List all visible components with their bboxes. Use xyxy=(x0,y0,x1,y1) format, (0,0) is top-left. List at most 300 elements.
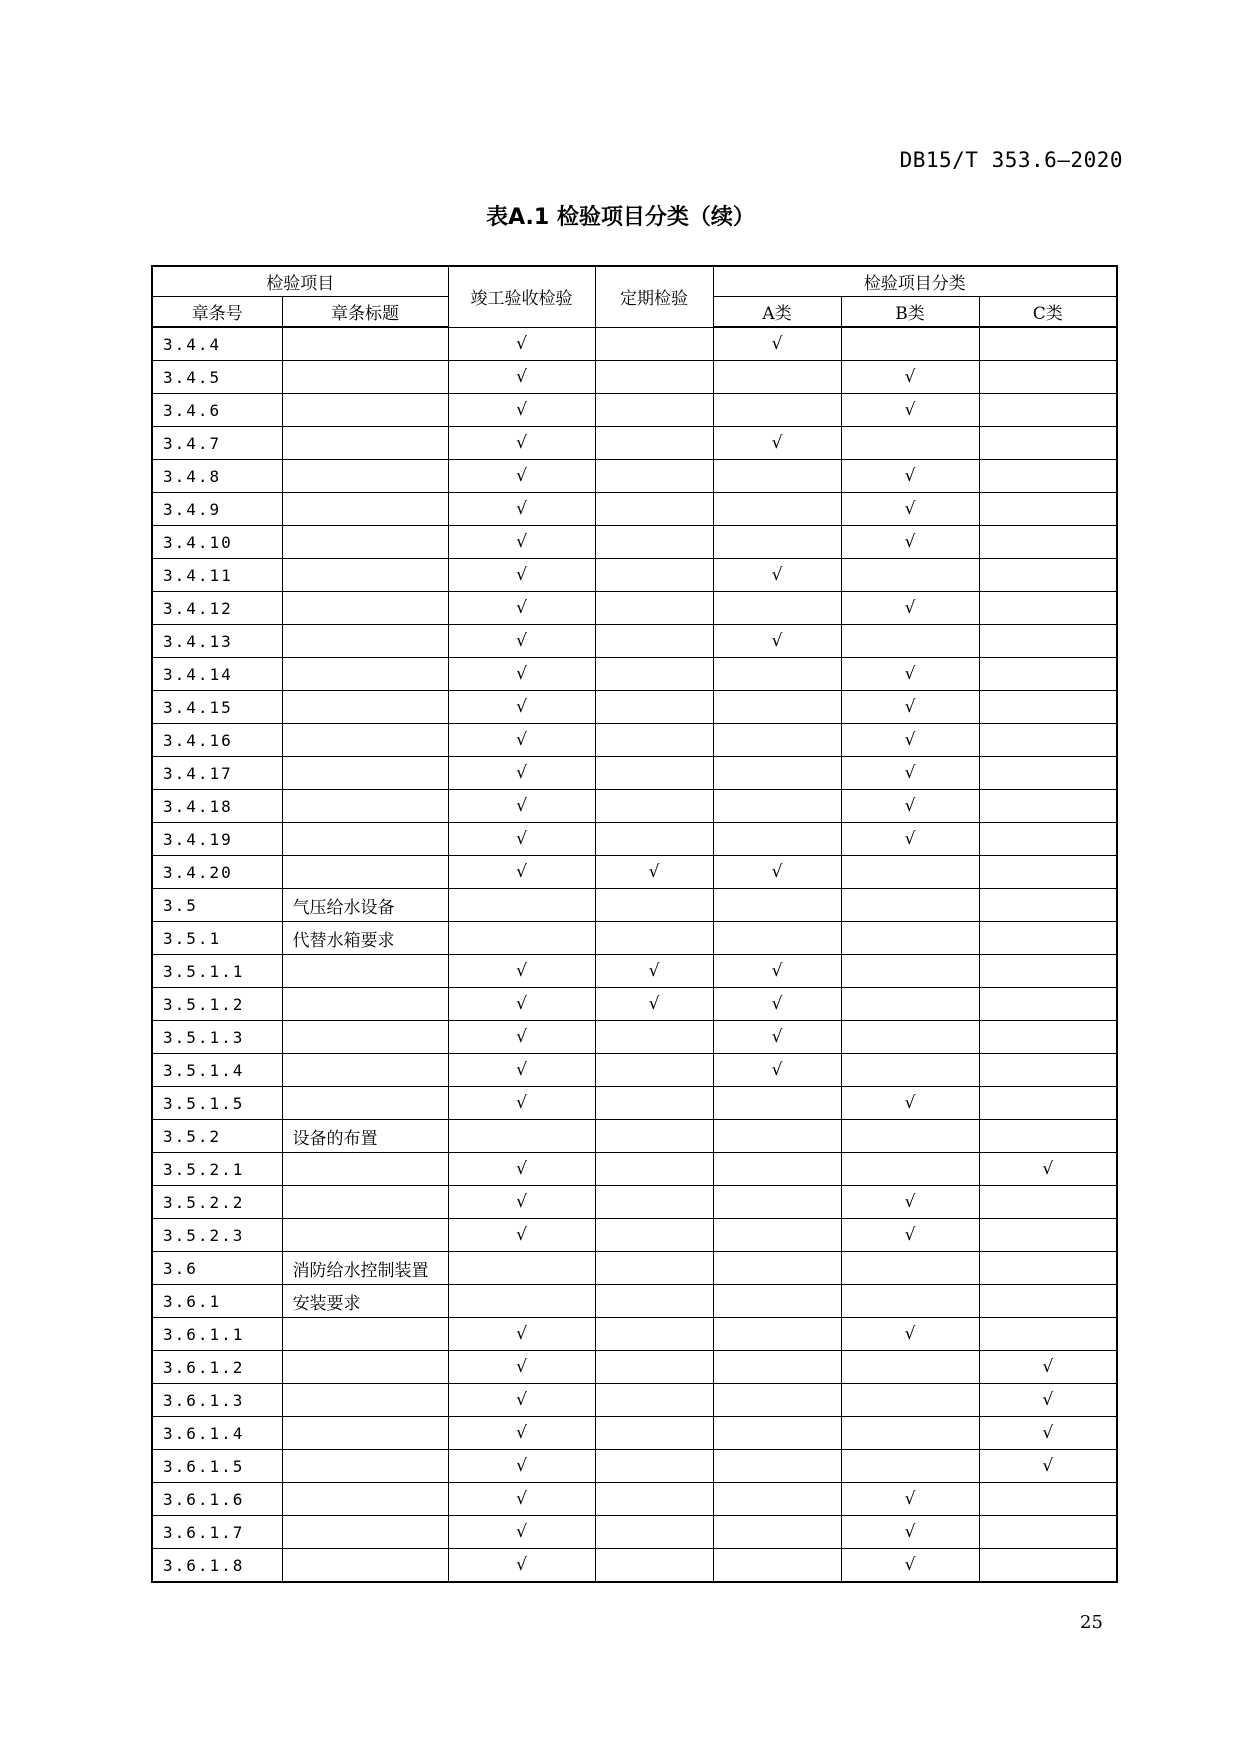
class-c-cell-check-mark: √ xyxy=(979,1351,1117,1384)
class-c-cell xyxy=(979,1516,1117,1549)
table-row xyxy=(152,1252,1117,1285)
clause-title xyxy=(282,460,448,493)
completion-cell-check-mark: √ xyxy=(448,658,595,691)
clause-title xyxy=(282,1549,448,1583)
class-c-cell xyxy=(979,1186,1117,1219)
class-b-cell-check-mark: √ xyxy=(841,1219,979,1252)
class-c-cell xyxy=(979,1285,1117,1318)
table-row xyxy=(152,1087,1117,1120)
periodic-cell xyxy=(595,790,713,823)
periodic-cell xyxy=(595,394,713,427)
class-c-cell xyxy=(979,625,1117,658)
clause-title xyxy=(282,823,448,856)
periodic-cell xyxy=(595,1219,713,1252)
completion-cell-check-mark: √ xyxy=(448,1186,595,1219)
class-c-cell xyxy=(979,955,1117,988)
class-b-cell-check-mark: √ xyxy=(841,394,979,427)
clause-number: 3.6.1.6 xyxy=(152,1483,282,1516)
completion-cell-check-mark: √ xyxy=(448,1483,595,1516)
class-a-cell xyxy=(713,394,841,427)
class-c-cell xyxy=(979,1219,1117,1252)
clause-number: 3.4.12 xyxy=(152,592,282,625)
clause-number: 3.5 xyxy=(152,889,282,922)
clause-title xyxy=(282,1351,448,1384)
class-b-cell-check-mark: √ xyxy=(841,1087,979,1120)
periodic-cell xyxy=(595,889,713,922)
class-b-cell xyxy=(841,427,979,460)
table-row xyxy=(152,757,1117,790)
class-b-cell-check-mark: √ xyxy=(841,1516,979,1549)
periodic-cell-check-mark: √ xyxy=(595,856,713,889)
class-a-cell xyxy=(713,1087,841,1120)
completion-cell-check-mark: √ xyxy=(448,1054,595,1087)
class-c-cell xyxy=(979,1120,1117,1153)
completion-cell-check-mark: √ xyxy=(448,1153,595,1186)
completion-cell xyxy=(448,922,595,955)
table-row xyxy=(152,592,1117,625)
completion-cell-check-mark: √ xyxy=(448,460,595,493)
table-row xyxy=(152,691,1117,724)
completion-cell-check-mark: √ xyxy=(448,1549,595,1583)
class-a-cell xyxy=(713,790,841,823)
periodic-cell xyxy=(595,1153,713,1186)
class-c-cell xyxy=(979,724,1117,757)
table-row xyxy=(152,493,1117,526)
clause-title: 安装要求 xyxy=(282,1285,448,1318)
class-b-cell xyxy=(841,856,979,889)
class-b-cell xyxy=(841,988,979,1021)
periodic-cell xyxy=(595,361,713,394)
class-b-cell-check-mark: √ xyxy=(841,592,979,625)
class-a-cell-check-mark: √ xyxy=(713,327,841,361)
completion-cell-check-mark: √ xyxy=(448,1351,595,1384)
class-a-cell xyxy=(713,1483,841,1516)
clause-number: 3.4.10 xyxy=(152,526,282,559)
clause-number: 3.4.4 xyxy=(152,327,282,361)
clause-number: 3.5.2.3 xyxy=(152,1219,282,1252)
clause-title xyxy=(282,1054,448,1087)
completion-cell-check-mark: √ xyxy=(448,823,595,856)
clause-number: 3.4.9 xyxy=(152,493,282,526)
class-c-cell xyxy=(979,691,1117,724)
completion-cell-check-mark: √ xyxy=(448,1219,595,1252)
completion-cell xyxy=(448,1285,595,1318)
completion-cell-check-mark: √ xyxy=(448,1417,595,1450)
table-row xyxy=(152,988,1117,1021)
clause-number: 3.5.1 xyxy=(152,922,282,955)
class-c-cell-check-mark: √ xyxy=(979,1384,1117,1417)
completion-cell-check-mark: √ xyxy=(448,691,595,724)
clause-number: 3.5.2.1 xyxy=(152,1153,282,1186)
completion-cell-check-mark: √ xyxy=(448,988,595,1021)
completion-cell-check-mark: √ xyxy=(448,1021,595,1054)
class-b-cell-check-mark: √ xyxy=(841,1549,979,1583)
completion-cell-check-mark: √ xyxy=(448,1384,595,1417)
table-row xyxy=(152,427,1117,460)
clause-number: 3.4.19 xyxy=(152,823,282,856)
periodic-cell xyxy=(595,1417,713,1450)
clause-number: 3.5.1.1 xyxy=(152,955,282,988)
table-row xyxy=(152,1549,1117,1583)
clause-number: 3.4.14 xyxy=(152,658,282,691)
header-clause-no: 章条号 xyxy=(152,297,282,328)
clause-title xyxy=(282,361,448,394)
class-a-cell xyxy=(713,460,841,493)
clause-title xyxy=(282,790,448,823)
class-b-cell xyxy=(841,1285,979,1318)
clause-title xyxy=(282,327,448,361)
completion-cell-check-mark: √ xyxy=(448,757,595,790)
header-periodic: 定期检验 xyxy=(595,266,713,327)
completion-cell-check-mark: √ xyxy=(448,955,595,988)
class-c-cell xyxy=(979,790,1117,823)
class-c-cell xyxy=(979,1318,1117,1351)
periodic-cell xyxy=(595,493,713,526)
periodic-cell xyxy=(595,757,713,790)
class-a-cell xyxy=(713,1450,841,1483)
periodic-cell xyxy=(595,1252,713,1285)
clause-number: 3.5.1.4 xyxy=(152,1054,282,1087)
clause-title xyxy=(282,1516,448,1549)
periodic-cell xyxy=(595,658,713,691)
clause-title xyxy=(282,988,448,1021)
header-completion-acceptance: 竣工验收检验 xyxy=(448,266,595,327)
class-a-cell-check-mark: √ xyxy=(713,1021,841,1054)
completion-cell-check-mark: √ xyxy=(448,1450,595,1483)
periodic-cell xyxy=(595,1318,713,1351)
class-a-cell xyxy=(713,493,841,526)
periodic-cell xyxy=(595,1054,713,1087)
class-c-cell xyxy=(979,988,1117,1021)
table-row xyxy=(152,955,1117,988)
periodic-cell xyxy=(595,460,713,493)
periodic-cell xyxy=(595,559,713,592)
clause-title xyxy=(282,1318,448,1351)
class-c-cell xyxy=(979,1021,1117,1054)
clause-number: 3.6 xyxy=(152,1252,282,1285)
class-a-cell xyxy=(713,1417,841,1450)
table-row xyxy=(152,1153,1117,1186)
class-a-cell-check-mark: √ xyxy=(713,625,841,658)
periodic-cell xyxy=(595,1549,713,1583)
clause-number: 3.5.1.3 xyxy=(152,1021,282,1054)
completion-cell-check-mark: √ xyxy=(448,625,595,658)
class-b-cell-check-mark: √ xyxy=(841,724,979,757)
clause-number: 3.6.1.8 xyxy=(152,1549,282,1583)
class-c-cell xyxy=(979,559,1117,592)
document-number: DB15/T 353.6—2020 xyxy=(899,148,1123,172)
class-b-cell-check-mark: √ xyxy=(841,526,979,559)
periodic-cell xyxy=(595,1483,713,1516)
class-a-cell-check-mark: √ xyxy=(713,955,841,988)
table-row xyxy=(152,922,1117,955)
clause-title xyxy=(282,1483,448,1516)
class-a-cell xyxy=(713,361,841,394)
clause-title xyxy=(282,1153,448,1186)
clause-title: 消防给水控制装置 xyxy=(282,1252,448,1285)
class-a-cell-check-mark: √ xyxy=(713,1054,841,1087)
periodic-cell xyxy=(595,1450,713,1483)
periodic-cell xyxy=(595,922,713,955)
class-a-cell xyxy=(713,922,841,955)
periodic-cell xyxy=(595,526,713,559)
class-b-cell-check-mark: √ xyxy=(841,658,979,691)
table-row xyxy=(152,460,1117,493)
class-c-cell xyxy=(979,526,1117,559)
completion-cell-check-mark: √ xyxy=(448,526,595,559)
clause-number: 3.5.2 xyxy=(152,1120,282,1153)
class-a-cell xyxy=(713,526,841,559)
table-row xyxy=(152,327,1117,361)
class-b-cell xyxy=(841,1450,979,1483)
completion-cell-check-mark: √ xyxy=(448,394,595,427)
class-a-cell xyxy=(713,691,841,724)
clause-title: 代替水箱要求 xyxy=(282,922,448,955)
class-a-cell xyxy=(713,1219,841,1252)
completion-cell-check-mark: √ xyxy=(448,724,595,757)
class-b-cell-check-mark: √ xyxy=(841,1318,979,1351)
class-c-cell xyxy=(979,823,1117,856)
class-a-cell xyxy=(713,1318,841,1351)
class-b-cell xyxy=(841,1417,979,1450)
class-b-cell xyxy=(841,1153,979,1186)
table-row xyxy=(152,1450,1117,1483)
periodic-cell xyxy=(595,625,713,658)
table-row xyxy=(152,1417,1117,1450)
clause-number: 3.4.11 xyxy=(152,559,282,592)
class-a-cell xyxy=(713,757,841,790)
clause-title xyxy=(282,559,448,592)
periodic-cell xyxy=(595,1186,713,1219)
completion-cell-check-mark: √ xyxy=(448,493,595,526)
completion-cell-check-mark: √ xyxy=(448,1087,595,1120)
class-a-cell-check-mark: √ xyxy=(713,988,841,1021)
clause-title xyxy=(282,1087,448,1120)
periodic-cell xyxy=(595,1351,713,1384)
table-row xyxy=(152,1120,1117,1153)
periodic-cell xyxy=(595,1021,713,1054)
class-b-cell xyxy=(841,327,979,361)
clause-number: 3.6.1.1 xyxy=(152,1318,282,1351)
clause-title xyxy=(282,427,448,460)
table-row xyxy=(152,823,1117,856)
class-b-cell-check-mark: √ xyxy=(841,493,979,526)
class-c-cell xyxy=(979,592,1117,625)
class-b-cell xyxy=(841,1021,979,1054)
class-c-cell xyxy=(979,394,1117,427)
periodic-cell xyxy=(595,1285,713,1318)
table-row xyxy=(152,1318,1117,1351)
class-c-cell xyxy=(979,1549,1117,1583)
clause-number: 3.4.17 xyxy=(152,757,282,790)
clause-number: 3.5.1.5 xyxy=(152,1087,282,1120)
class-c-cell-check-mark: √ xyxy=(979,1153,1117,1186)
clause-title xyxy=(282,493,448,526)
clause-number: 3.4.20 xyxy=(152,856,282,889)
page-number: 25 xyxy=(1080,1612,1103,1633)
class-a-cell xyxy=(713,658,841,691)
clause-title xyxy=(282,526,448,559)
clause-number: 3.4.7 xyxy=(152,427,282,460)
class-c-cell xyxy=(979,856,1117,889)
class-a-cell xyxy=(713,1384,841,1417)
periodic-cell-check-mark: √ xyxy=(595,955,713,988)
class-a-cell-check-mark: √ xyxy=(713,427,841,460)
clause-title xyxy=(282,1219,448,1252)
clause-title xyxy=(282,592,448,625)
clause-title xyxy=(282,1384,448,1417)
header-class-b: B类 xyxy=(841,297,979,328)
clause-number: 3.6.1.7 xyxy=(152,1516,282,1549)
class-a-cell xyxy=(713,1351,841,1384)
class-b-cell xyxy=(841,955,979,988)
table-row xyxy=(152,790,1117,823)
completion-cell-check-mark: √ xyxy=(448,790,595,823)
class-b-cell-check-mark: √ xyxy=(841,361,979,394)
class-b-cell-check-mark: √ xyxy=(841,757,979,790)
class-c-cell xyxy=(979,361,1117,394)
class-c-cell xyxy=(979,460,1117,493)
clause-title: 气压给水设备 xyxy=(282,889,448,922)
table-row xyxy=(152,1351,1117,1384)
class-a-cell xyxy=(713,1285,841,1318)
periodic-cell xyxy=(595,823,713,856)
clause-title xyxy=(282,691,448,724)
completion-cell-check-mark: √ xyxy=(448,592,595,625)
clause-number: 3.6.1.2 xyxy=(152,1351,282,1384)
clause-number: 3.6.1.3 xyxy=(152,1384,282,1417)
class-a-cell xyxy=(713,1252,841,1285)
class-b-cell xyxy=(841,1384,979,1417)
class-b-cell-check-mark: √ xyxy=(841,691,979,724)
completion-cell xyxy=(448,889,595,922)
class-a-cell xyxy=(713,1153,841,1186)
table-body xyxy=(152,327,1117,1582)
class-a-cell-check-mark: √ xyxy=(713,559,841,592)
clause-number: 3.4.18 xyxy=(152,790,282,823)
class-b-cell xyxy=(841,1252,979,1285)
clause-number: 3.6.1.5 xyxy=(152,1450,282,1483)
class-b-cell xyxy=(841,625,979,658)
clause-number: 3.5.2.2 xyxy=(152,1186,282,1219)
table-row xyxy=(152,361,1117,394)
clause-number: 3.4.16 xyxy=(152,724,282,757)
table-row xyxy=(152,394,1117,427)
class-c-cell xyxy=(979,1054,1117,1087)
header-inspection-item: 检验项目 xyxy=(152,266,448,297)
completion-cell-check-mark: √ xyxy=(448,327,595,361)
header-class-c: C类 xyxy=(979,297,1117,328)
inspection-classification-table xyxy=(151,265,1118,1583)
class-a-cell xyxy=(713,1516,841,1549)
periodic-cell xyxy=(595,691,713,724)
periodic-cell xyxy=(595,724,713,757)
clause-number: 3.6.1.4 xyxy=(152,1417,282,1450)
class-c-cell xyxy=(979,658,1117,691)
clause-title xyxy=(282,724,448,757)
clause-number: 3.5.1.2 xyxy=(152,988,282,1021)
class-c-cell xyxy=(979,1483,1117,1516)
class-a-cell xyxy=(713,592,841,625)
clause-number: 3.4.5 xyxy=(152,361,282,394)
periodic-cell xyxy=(595,1120,713,1153)
periodic-cell-check-mark: √ xyxy=(595,988,713,1021)
header-category: 检验项目分类 xyxy=(713,266,1117,297)
table-row xyxy=(152,625,1117,658)
periodic-cell xyxy=(595,592,713,625)
table-row xyxy=(152,658,1117,691)
class-c-cell-check-mark: √ xyxy=(979,1450,1117,1483)
table-row xyxy=(152,1516,1117,1549)
class-b-cell xyxy=(841,1054,979,1087)
class-a-cell xyxy=(713,823,841,856)
clause-number: 3.4.13 xyxy=(152,625,282,658)
class-a-cell xyxy=(713,1120,841,1153)
completion-cell-check-mark: √ xyxy=(448,1516,595,1549)
completion-cell-check-mark: √ xyxy=(448,361,595,394)
table-row xyxy=(152,1384,1117,1417)
class-a-cell-check-mark: √ xyxy=(713,856,841,889)
class-a-cell xyxy=(713,1186,841,1219)
completion-cell-check-mark: √ xyxy=(448,856,595,889)
clause-title xyxy=(282,955,448,988)
class-a-cell xyxy=(713,724,841,757)
class-b-cell xyxy=(841,889,979,922)
table-row xyxy=(152,889,1117,922)
class-b-cell xyxy=(841,1120,979,1153)
completion-cell xyxy=(448,1120,595,1153)
clause-number: 3.4.15 xyxy=(152,691,282,724)
table-row xyxy=(152,724,1117,757)
clause-title xyxy=(282,1417,448,1450)
clause-title xyxy=(282,856,448,889)
table-row xyxy=(152,1021,1117,1054)
table-row xyxy=(152,1483,1117,1516)
table-title: 表A.1 检验项目分类（续） xyxy=(486,205,755,230)
table-row xyxy=(152,1285,1117,1318)
class-c-cell xyxy=(979,1087,1117,1120)
class-b-cell xyxy=(841,559,979,592)
table-row xyxy=(152,559,1117,592)
periodic-cell xyxy=(595,1516,713,1549)
clause-title xyxy=(282,757,448,790)
class-a-cell xyxy=(713,1549,841,1583)
periodic-cell xyxy=(595,427,713,460)
table-row xyxy=(152,526,1117,559)
completion-cell xyxy=(448,1252,595,1285)
class-b-cell xyxy=(841,1351,979,1384)
class-c-cell xyxy=(979,889,1117,922)
class-c-cell xyxy=(979,922,1117,955)
class-b-cell-check-mark: √ xyxy=(841,460,979,493)
clause-title xyxy=(282,1186,448,1219)
clause-number: 3.4.6 xyxy=(152,394,282,427)
periodic-cell xyxy=(595,327,713,361)
class-b-cell xyxy=(841,922,979,955)
clause-title xyxy=(282,658,448,691)
header-clause-title: 章条标题 xyxy=(282,297,448,328)
periodic-cell xyxy=(595,1087,713,1120)
class-b-cell-check-mark: √ xyxy=(841,823,979,856)
clause-title xyxy=(282,1021,448,1054)
clause-number: 3.4.8 xyxy=(152,460,282,493)
completion-cell-check-mark: √ xyxy=(448,427,595,460)
table-row xyxy=(152,1219,1117,1252)
clause-title xyxy=(282,1450,448,1483)
class-c-cell xyxy=(979,757,1117,790)
clause-title xyxy=(282,394,448,427)
periodic-cell xyxy=(595,1384,713,1417)
